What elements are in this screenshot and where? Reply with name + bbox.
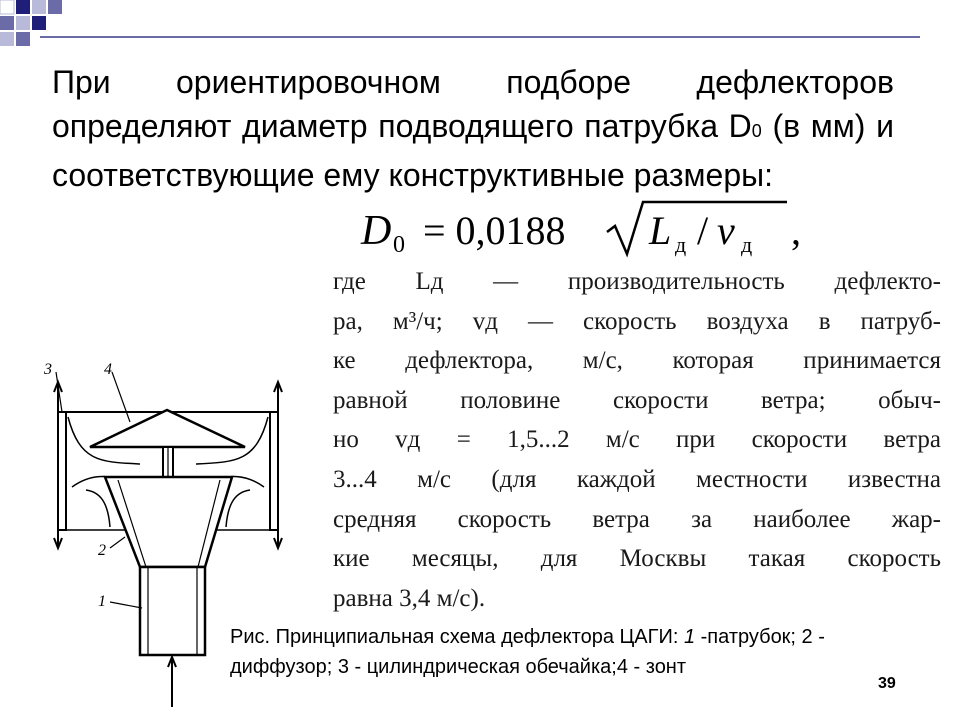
page-number: 39 xyxy=(878,675,896,692)
leader-2 xyxy=(110,537,125,548)
formula-v: v xyxy=(717,208,735,253)
shell-right-wall xyxy=(270,412,278,530)
text-line: 3...4 м/с (для каждой местности известна xyxy=(333,465,941,493)
text-line: средняя скорость ветра за наиболее жар- xyxy=(333,505,941,533)
text-line: кие месяцы, для Москвы такая скорость xyxy=(333,545,941,573)
formula-d-sub: 0 xyxy=(393,232,405,258)
explanation-text xyxy=(333,262,941,618)
corner-square xyxy=(0,32,14,46)
diffuser xyxy=(105,477,232,567)
intro-paragraph xyxy=(52,60,894,197)
text-line: но vд = 1,5...2 м/с при скорости ветра xyxy=(333,426,941,454)
caption-rest: -патрубок; 2 - диффузор; 3 - цилиндрическая обечайка;4 - зонт xyxy=(230,626,825,678)
text-line: ке дефлектора, м/с, которая принимается xyxy=(333,347,941,375)
corner-square xyxy=(48,0,62,14)
text-line: где Lд — производительность дефлекто- xyxy=(333,268,941,295)
label-1: 1 xyxy=(98,593,106,610)
figure-caption xyxy=(230,622,930,682)
formula-coefficient: = 0,0188 xyxy=(423,208,566,253)
title-rule xyxy=(40,36,920,38)
text-line: равной половине скорости ветра; обыч- xyxy=(333,386,941,414)
leader-1 xyxy=(110,602,142,608)
corner-square xyxy=(0,16,14,30)
intro-tail-text: (в мм) и соответствующие ему конструктивные размеры: xyxy=(52,108,895,193)
corner-square xyxy=(32,0,46,14)
label-4: 4 xyxy=(104,361,112,378)
formula-v-sub: д xyxy=(741,232,753,257)
formula xyxy=(357,200,817,258)
corner-square xyxy=(0,0,14,14)
corner-square xyxy=(16,32,30,46)
inlet-pipe xyxy=(140,567,205,655)
text-line: равна 3,4 м/с). xyxy=(333,584,486,612)
intro-main-text: При ориентировочном подборе дефлекторов определяют диаметр подводящего патрубка D xyxy=(52,64,894,144)
formula-l: L xyxy=(649,208,672,253)
corner-square xyxy=(32,16,46,30)
formula-l-sub: д xyxy=(675,232,687,257)
label-2: 2 xyxy=(98,542,106,559)
corner-square xyxy=(16,0,30,14)
label-3: 3 xyxy=(44,361,52,378)
leader-4 xyxy=(112,372,130,422)
flow-line xyxy=(226,490,250,527)
corner-decoration xyxy=(0,0,80,60)
caption-number-1: 1 xyxy=(683,626,696,648)
corner-square xyxy=(16,16,30,30)
formula-comma: , xyxy=(791,208,801,253)
flow-line xyxy=(86,490,110,527)
shell-left-wall xyxy=(58,412,66,530)
umbrella-cap xyxy=(90,410,245,447)
intro-subscript: 0 xyxy=(751,121,762,141)
text-line: ра, м³/ч; vд — скорость воздуха в патруб- xyxy=(333,307,941,335)
formula-slash: / xyxy=(697,208,709,253)
formula-d: D xyxy=(361,208,392,254)
caption-prefix: Рис. Принципиальная схема дефлектора ЦАГИ: xyxy=(230,626,684,648)
